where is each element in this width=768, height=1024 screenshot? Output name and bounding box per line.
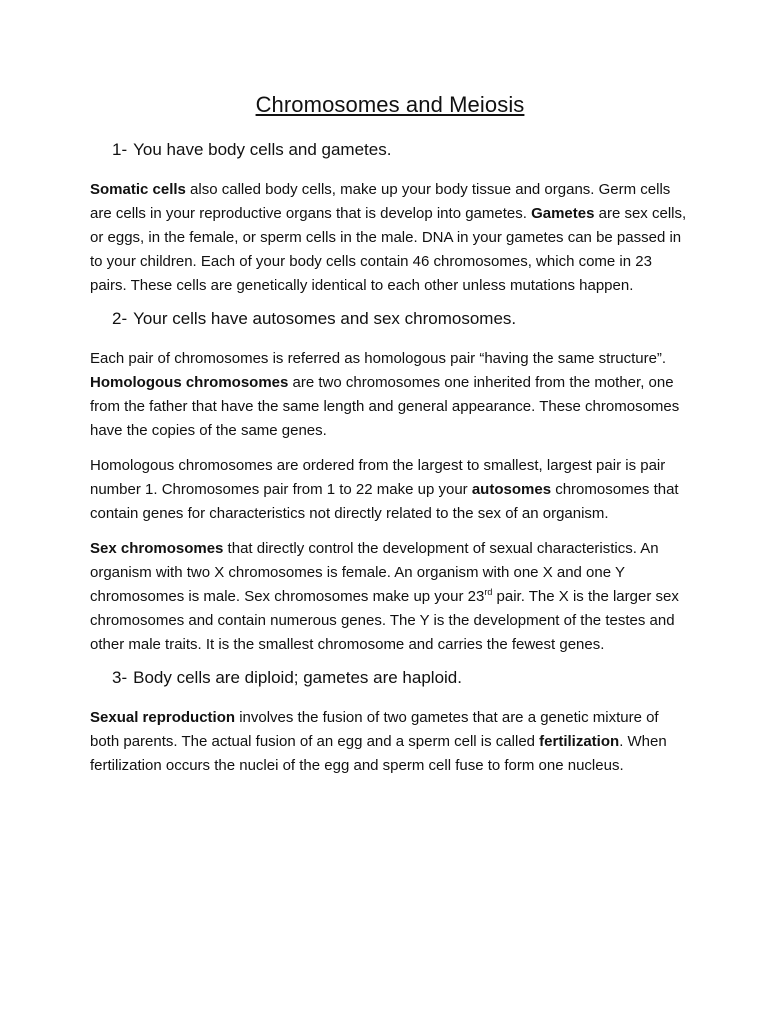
section-heading	[112, 140, 690, 160]
section-heading-text: Body cells are diploid; gametes are haploid.	[133, 668, 462, 687]
paragraph-text: . When fertilization occurs the nuclei of the egg and sperm cell fuse to form one nucleus.	[90, 733, 667, 774]
bold-term: fertilization	[539, 733, 620, 750]
ordinal-superscript: rd	[484, 587, 493, 597]
paragraph	[90, 454, 690, 526]
paragraph-text: Each pair of chromosomes is referred as homologous pair “having the same structure”.	[90, 350, 667, 367]
bold-term: Sexual reproduction	[90, 709, 236, 726]
section-heading	[112, 309, 690, 329]
section-1	[90, 140, 690, 298]
bold-term: Gametes	[531, 205, 595, 222]
paragraph-text: chromosomes that contain genes for characteristics not directly related to the sex of an organism.	[90, 481, 679, 522]
paragraph-text: also called body cells, make up your body tissue and organs. Germ cells are cells in your reproductive organs that is develop into gametes.	[90, 181, 671, 222]
paragraph-text: pair. The X is the larger sex chromosomes and contain numerous genes. The Y is the development of the testes and other male traits. It is the smallest chromosome and carries the fewest genes.	[90, 588, 679, 653]
section-heading-text: Your cells have autosomes and sex chromosomes.	[133, 309, 517, 328]
bold-term: autosomes	[471, 481, 552, 498]
section-number: 3-	[112, 668, 128, 687]
paragraph-text: are sex cells, or eggs, in the female, or sperm cells in the male. DNA in your gametes can be passed in to your children. Each of your body cells contain 46 chromosomes, which come in 23 pairs. These cells are genetically identical to each other unless mutations happen.	[90, 205, 687, 294]
bold-term: Somatic cells	[90, 181, 186, 198]
paragraph-text: that directly control the development of sexual characteristics. An organism with two X chromosomes is female. An organism with one X and one Y chromosomes is male. Sex chromosomes make up your 23	[90, 540, 659, 605]
paragraph-text: involves the fusion of two gametes that are a genetic mixture of both parents. The actual fusion of an egg and a sperm cell is called	[90, 709, 659, 750]
section-heading	[112, 668, 690, 688]
paragraph-text: are two chromosomes one inherited from the mother, one from the father that have the same length and general appearance. These chromosomes have the copies of the same genes.	[90, 374, 680, 439]
bold-term: Homologous chromosomes	[90, 374, 289, 391]
section-2	[90, 309, 690, 657]
section-heading-text: You have body cells and gametes.	[133, 140, 392, 159]
paragraph	[90, 706, 690, 778]
bold-term: Sex chromosomes	[90, 540, 224, 557]
section-number: 2-	[112, 309, 128, 328]
section-number: 1-	[112, 140, 128, 159]
paragraph	[90, 178, 690, 298]
section-3	[90, 668, 690, 778]
paragraph-text: Homologous chromosomes are ordered from the largest to smallest, largest pair is pair number 1. Chromosomes pair from 1 to 22 make up your	[90, 457, 666, 498]
paragraph	[90, 537, 690, 657]
document-title: Chromosomes and Meiosis	[255, 92, 525, 117]
paragraph	[90, 347, 690, 443]
